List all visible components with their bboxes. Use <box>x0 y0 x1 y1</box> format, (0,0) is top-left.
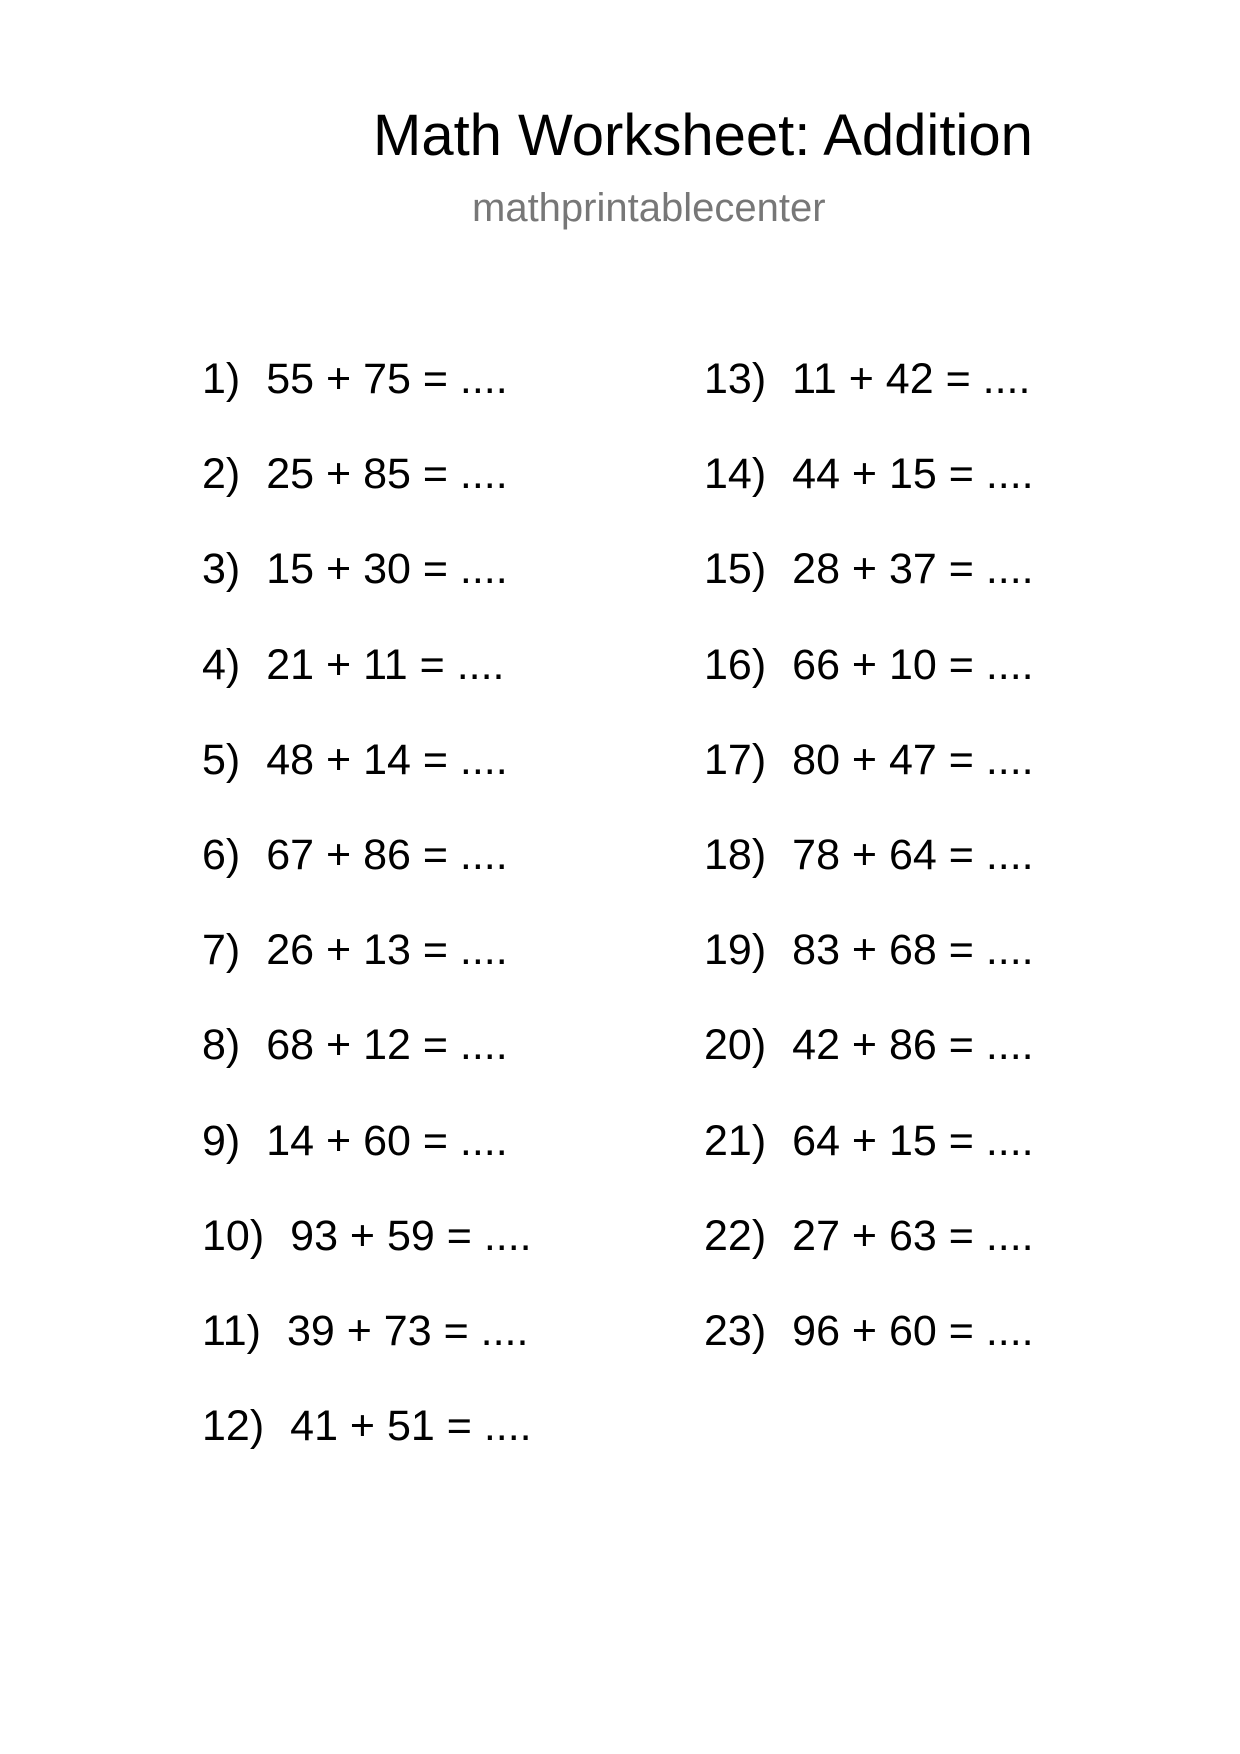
problem-number: 17) <box>704 735 767 784</box>
problem-number: 10) <box>202 1211 265 1260</box>
problem-item <box>704 1015 1034 1110</box>
problem-number: 1) <box>202 355 241 403</box>
problem-item <box>202 349 532 444</box>
problem-expression: 66 + 10 = .... <box>792 640 1034 689</box>
problem-number: 2) <box>202 450 241 499</box>
problem-item <box>202 635 532 730</box>
problem-item <box>704 825 1034 920</box>
problem-number: 23) <box>704 1306 767 1355</box>
problem-number: 16) <box>704 640 767 689</box>
problem-item <box>704 444 1034 539</box>
problem-expression: 11 + 42 = .... <box>792 355 1031 403</box>
problem-expression: 96 + 60 = .... <box>792 1306 1034 1355</box>
problem-number: 5) <box>202 735 241 784</box>
problem-expression: 48 + 14 = .... <box>266 735 508 784</box>
problem-column-left <box>202 349 532 1491</box>
problem-expression: 41 + 51 = .... <box>290 1402 532 1451</box>
problem-expression: 64 + 15 = .... <box>792 1116 1034 1165</box>
problem-expression: 67 + 86 = .... <box>266 830 508 879</box>
problem-item <box>202 539 532 634</box>
problem-item <box>704 635 1034 730</box>
problem-expression: 80 + 47 = .... <box>792 735 1034 784</box>
problem-expression: 25 + 85 = .... <box>266 450 508 499</box>
problem-number: 4) <box>202 640 241 689</box>
problem-expression: 15 + 30 = .... <box>266 545 508 594</box>
problem-item <box>202 444 532 539</box>
problem-number: 3) <box>202 545 241 594</box>
problem-expression: 26 + 13 = .... <box>266 926 508 975</box>
problem-item <box>704 1206 1034 1301</box>
problem-number: 21) <box>704 1116 767 1165</box>
problem-expression: 27 + 63 = .... <box>792 1211 1034 1260</box>
problem-item <box>202 1206 532 1301</box>
problem-expression: 21 + 11 = .... <box>266 640 505 689</box>
problem-item <box>202 730 532 825</box>
problem-item <box>704 349 1034 444</box>
problem-expression: 39 + 73 = .... <box>286 1306 529 1355</box>
problem-number: 13) <box>704 355 767 403</box>
problem-number: 14) <box>704 450 767 499</box>
page-subtitle: mathprintablecenter <box>472 186 826 230</box>
problem-expression: 78 + 64 = .... <box>792 830 1034 879</box>
problem-item <box>704 1111 1034 1206</box>
problem-item <box>704 730 1034 825</box>
problem-item <box>704 539 1034 634</box>
problem-expression: 55 + 75 = .... <box>266 355 508 403</box>
problem-number: 11) <box>202 1306 261 1355</box>
problem-number: 6) <box>202 830 241 879</box>
problem-expression: 93 + 59 = .... <box>290 1211 532 1260</box>
problem-expression: 44 + 15 = .... <box>792 450 1034 499</box>
problem-number: 19) <box>704 926 767 975</box>
problem-number: 20) <box>704 1021 767 1070</box>
problem-item <box>704 920 1034 1015</box>
problem-column-right <box>704 349 1034 1396</box>
problem-item <box>202 920 532 1015</box>
problem-item <box>202 1015 532 1110</box>
problem-expression: 83 + 68 = .... <box>792 926 1034 975</box>
problem-item <box>202 825 532 920</box>
problem-number: 8) <box>202 1021 241 1070</box>
page-title: Math Worksheet: Addition <box>373 103 1033 168</box>
problem-number: 22) <box>704 1211 767 1260</box>
problem-item <box>202 1111 532 1206</box>
problem-expression: 68 + 12 = .... <box>266 1021 508 1070</box>
problem-number: 7) <box>202 926 241 975</box>
problem-number: 12) <box>202 1402 265 1451</box>
problem-expression: 28 + 37 = .... <box>792 545 1034 594</box>
problem-expression: 42 + 86 = .... <box>792 1021 1034 1070</box>
problem-number: 15) <box>704 545 767 594</box>
problem-number: 18) <box>704 830 767 879</box>
problem-item <box>202 1301 532 1396</box>
problem-expression: 14 + 60 = .... <box>266 1116 508 1165</box>
problem-number: 9) <box>202 1116 241 1165</box>
problem-item <box>202 1396 532 1491</box>
problem-item <box>704 1301 1034 1396</box>
